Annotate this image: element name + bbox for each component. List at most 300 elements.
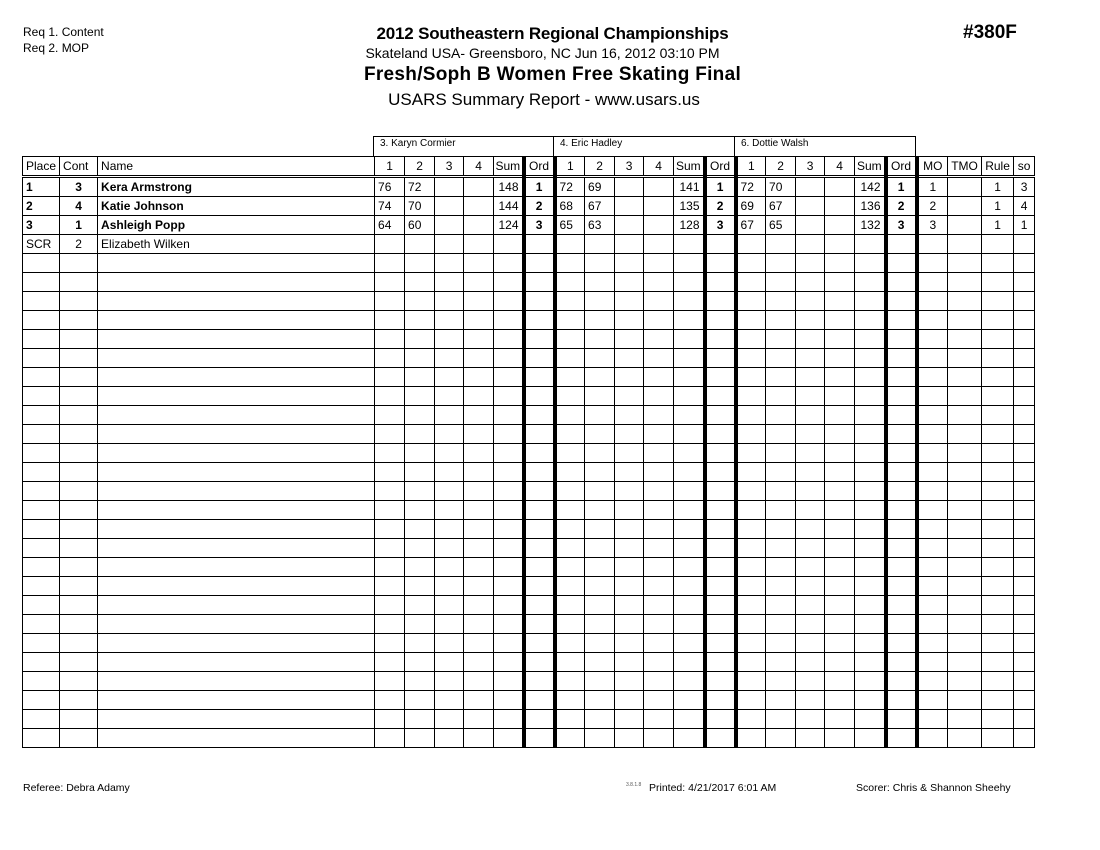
empty-cell [524, 501, 555, 520]
empty-cell [464, 653, 494, 672]
empty-cell [766, 653, 796, 672]
sum-cell: 148 [494, 177, 524, 197]
empty-cell [375, 254, 405, 273]
empty-cell [825, 482, 855, 501]
ord-cell: 2 [886, 197, 917, 216]
sum-cell [855, 235, 886, 254]
empty-cell [825, 691, 855, 710]
empty-cell [644, 653, 674, 672]
empty-cell [705, 425, 736, 444]
empty-cell [375, 596, 405, 615]
empty-table-row [23, 463, 1035, 482]
empty-cell [674, 653, 705, 672]
empty-cell [982, 501, 1014, 520]
empty-cell [674, 368, 705, 387]
empty-cell [766, 463, 796, 482]
empty-cell [825, 539, 855, 558]
mo-cell: 1 [917, 177, 948, 197]
table-row [23, 197, 1035, 216]
ord-cell: 1 [524, 177, 555, 197]
empty-cell [1014, 539, 1035, 558]
empty-cell [736, 387, 766, 406]
empty-cell [524, 425, 555, 444]
empty-cell [98, 520, 375, 539]
empty-cell [1014, 596, 1035, 615]
empty-cell [705, 558, 736, 577]
place-cell: 2 [23, 197, 60, 216]
empty-cell [435, 729, 464, 748]
sum-cell [494, 235, 524, 254]
empty-table-row [23, 634, 1035, 653]
ord-cell [705, 235, 736, 254]
empty-cell [494, 653, 524, 672]
empty-cell [98, 482, 375, 501]
mo-cell [917, 235, 948, 254]
empty-cell [825, 387, 855, 406]
empty-cell [1014, 672, 1035, 691]
empty-cell [405, 558, 435, 577]
empty-cell [23, 710, 60, 729]
empty-cell [766, 729, 796, 748]
empty-cell [766, 425, 796, 444]
empty-cell [615, 672, 644, 691]
empty-cell [825, 292, 855, 311]
score-4-cell [464, 235, 494, 254]
empty-cell [555, 463, 585, 482]
empty-cell [917, 425, 948, 444]
empty-cell [464, 254, 494, 273]
empty-cell [674, 482, 705, 501]
empty-cell [982, 596, 1014, 615]
empty-cell [855, 463, 886, 482]
empty-cell [644, 482, 674, 501]
empty-cell [494, 349, 524, 368]
empty-cell [644, 349, 674, 368]
col-j1-4: 4 [464, 157, 494, 177]
col-name: Name [98, 157, 375, 177]
empty-cell [674, 691, 705, 710]
empty-cell [825, 254, 855, 273]
empty-cell [796, 653, 825, 672]
empty-cell [585, 463, 615, 482]
empty-cell [948, 368, 982, 387]
empty-cell [674, 558, 705, 577]
empty-cell [464, 615, 494, 634]
score-1-cell [736, 235, 766, 254]
empty-table-row [23, 691, 1035, 710]
empty-cell [705, 539, 736, 558]
empty-cell [948, 501, 982, 520]
empty-cell [705, 729, 736, 748]
col-j2-sum: Sum [674, 157, 705, 177]
empty-cell [1014, 558, 1035, 577]
empty-cell [60, 425, 98, 444]
empty-cell [674, 729, 705, 748]
score-3-cell [615, 216, 644, 235]
empty-cell [886, 615, 917, 634]
empty-cell [375, 501, 405, 520]
empty-cell [1014, 254, 1035, 273]
empty-cell [464, 596, 494, 615]
venue-date: Skateland USA- Greensboro, NC Jun 16, 2012 03:10 PM [365, 45, 720, 61]
score-1-cell: 69 [736, 197, 766, 216]
empty-cell [375, 330, 405, 349]
empty-cell [736, 254, 766, 273]
empty-cell [615, 387, 644, 406]
empty-cell [886, 349, 917, 368]
column-header-row [23, 157, 1035, 177]
score-4-cell [464, 216, 494, 235]
empty-cell [23, 368, 60, 387]
empty-cell [555, 501, 585, 520]
empty-cell [1014, 729, 1035, 748]
empty-table-row [23, 482, 1035, 501]
report-title: USARS Summary Report - www.usars.us [388, 90, 700, 109]
score-1-cell: 74 [375, 197, 405, 216]
empty-cell [98, 273, 375, 292]
empty-cell [855, 710, 886, 729]
empty-cell [736, 691, 766, 710]
so-cell: 3 [1014, 177, 1035, 197]
empty-table-row [23, 311, 1035, 330]
empty-cell [796, 691, 825, 710]
empty-cell [674, 406, 705, 425]
empty-cell [405, 311, 435, 330]
empty-cell [705, 311, 736, 330]
empty-cell [886, 311, 917, 330]
empty-cell [23, 273, 60, 292]
empty-cell [405, 577, 435, 596]
empty-cell [766, 615, 796, 634]
empty-cell [464, 691, 494, 710]
empty-cell [435, 710, 464, 729]
empty-cell [644, 577, 674, 596]
empty-cell [766, 634, 796, 653]
ord-cell: 2 [705, 197, 736, 216]
empty-cell [917, 273, 948, 292]
empty-cell [435, 406, 464, 425]
empty-cell [60, 691, 98, 710]
ord-cell: 1 [886, 177, 917, 197]
empty-cell [23, 311, 60, 330]
event-title: Fresh/Soph B Women Free Skating Final [363, 64, 742, 85]
empty-cell [1014, 577, 1035, 596]
empty-cell [796, 368, 825, 387]
empty-cell [585, 349, 615, 368]
empty-cell [982, 292, 1014, 311]
col-mo: MO [917, 157, 948, 177]
empty-cell [948, 596, 982, 615]
ord-cell: 3 [886, 216, 917, 235]
empty-cell [825, 444, 855, 463]
empty-cell [98, 653, 375, 672]
empty-cell [644, 596, 674, 615]
empty-cell [464, 482, 494, 501]
empty-cell [494, 292, 524, 311]
empty-cell [674, 501, 705, 520]
empty-cell [644, 311, 674, 330]
empty-cell [435, 425, 464, 444]
empty-cell [674, 520, 705, 539]
mo-cell: 2 [917, 197, 948, 216]
score-2-cell: 69 [585, 177, 615, 197]
empty-cell [60, 710, 98, 729]
empty-cell [60, 254, 98, 273]
empty-cell [674, 349, 705, 368]
empty-cell [60, 368, 98, 387]
empty-cell [825, 520, 855, 539]
empty-cell [494, 501, 524, 520]
empty-cell [796, 292, 825, 311]
empty-cell [524, 444, 555, 463]
empty-cell [435, 368, 464, 387]
empty-cell [796, 634, 825, 653]
empty-cell [855, 501, 886, 520]
empty-cell [60, 520, 98, 539]
empty-cell [736, 292, 766, 311]
score-3-cell [615, 177, 644, 197]
empty-cell [524, 691, 555, 710]
empty-cell [615, 425, 644, 444]
empty-cell [585, 501, 615, 520]
empty-cell [98, 387, 375, 406]
empty-cell [736, 368, 766, 387]
empty-cell [705, 273, 736, 292]
empty-cell [982, 368, 1014, 387]
empty-cell [464, 444, 494, 463]
empty-cell [796, 387, 825, 406]
empty-cell [982, 425, 1014, 444]
empty-cell [585, 539, 615, 558]
empty-cell [585, 577, 615, 596]
empty-cell [435, 634, 464, 653]
empty-table-row [23, 349, 1035, 368]
empty-table-row [23, 672, 1035, 691]
empty-cell [766, 596, 796, 615]
empty-cell [1014, 349, 1035, 368]
empty-cell [917, 501, 948, 520]
empty-cell [705, 463, 736, 482]
empty-cell [917, 539, 948, 558]
empty-cell [555, 482, 585, 501]
empty-cell [375, 729, 405, 748]
empty-cell [705, 387, 736, 406]
score-3-cell [435, 177, 464, 197]
empty-cell [948, 330, 982, 349]
cont-cell: 4 [60, 197, 98, 216]
empty-table-row [23, 444, 1035, 463]
empty-cell [766, 330, 796, 349]
empty-cell [855, 653, 886, 672]
empty-cell [917, 292, 948, 311]
empty-cell [435, 596, 464, 615]
empty-cell [98, 368, 375, 387]
score-3-cell [796, 177, 825, 197]
empty-cell [855, 368, 886, 387]
empty-cell [674, 273, 705, 292]
score-2-cell: 67 [766, 197, 796, 216]
empty-cell [555, 729, 585, 748]
judge-header-3: 6. Dottie Walsh [734, 136, 916, 156]
empty-cell [615, 273, 644, 292]
printed-date: Printed: 4/21/2017 6:01 AM [649, 782, 777, 794]
empty-cell [766, 577, 796, 596]
empty-cell [375, 311, 405, 330]
empty-cell [766, 444, 796, 463]
empty-cell [555, 254, 585, 273]
score-2-cell: 63 [585, 216, 615, 235]
empty-cell [766, 691, 796, 710]
empty-cell [524, 368, 555, 387]
version: 3.8.1.8 [626, 782, 642, 788]
empty-cell [674, 387, 705, 406]
empty-table-row [23, 710, 1035, 729]
empty-cell [375, 558, 405, 577]
empty-cell [855, 596, 886, 615]
empty-cell [494, 539, 524, 558]
empty-cell [98, 539, 375, 558]
empty-cell [736, 330, 766, 349]
empty-cell [644, 710, 674, 729]
empty-cell [615, 577, 644, 596]
score-2-cell: 70 [405, 197, 435, 216]
empty-cell [524, 577, 555, 596]
empty-cell [917, 558, 948, 577]
empty-cell [1014, 634, 1035, 653]
empty-cell [375, 349, 405, 368]
sum-cell: 124 [494, 216, 524, 235]
empty-cell [948, 387, 982, 406]
empty-cell [705, 653, 736, 672]
empty-cell [705, 520, 736, 539]
empty-cell [464, 729, 494, 748]
empty-cell [948, 425, 982, 444]
empty-table-row [23, 387, 1035, 406]
empty-cell [555, 710, 585, 729]
col-j1-sum: Sum [494, 157, 524, 177]
empty-cell [524, 596, 555, 615]
empty-cell [555, 368, 585, 387]
empty-cell [796, 710, 825, 729]
empty-cell [644, 729, 674, 748]
col-j2-4: 4 [644, 157, 674, 177]
empty-cell [705, 482, 736, 501]
empty-cell [464, 349, 494, 368]
empty-cell [23, 501, 60, 520]
empty-cell [796, 349, 825, 368]
empty-cell [23, 330, 60, 349]
empty-cell [98, 463, 375, 482]
empty-cell [796, 406, 825, 425]
empty-cell [494, 577, 524, 596]
empty-cell [524, 672, 555, 691]
empty-cell [736, 615, 766, 634]
empty-cell [405, 463, 435, 482]
empty-cell [917, 615, 948, 634]
empty-cell [917, 596, 948, 615]
empty-cell [705, 615, 736, 634]
rule-cell: 1 [982, 216, 1014, 235]
empty-cell [464, 292, 494, 311]
score-3-cell [435, 216, 464, 235]
empty-cell [435, 482, 464, 501]
empty-cell [555, 330, 585, 349]
empty-cell [796, 273, 825, 292]
empty-cell [855, 615, 886, 634]
empty-cell [855, 387, 886, 406]
empty-cell [435, 691, 464, 710]
empty-cell [555, 444, 585, 463]
empty-cell [705, 330, 736, 349]
empty-cell [948, 558, 982, 577]
empty-cell [524, 710, 555, 729]
empty-cell [555, 634, 585, 653]
empty-cell [405, 596, 435, 615]
score-4-cell [644, 216, 674, 235]
empty-cell [825, 729, 855, 748]
empty-cell [524, 273, 555, 292]
empty-cell [23, 729, 60, 748]
empty-cell [435, 539, 464, 558]
empty-cell [435, 501, 464, 520]
empty-cell [825, 577, 855, 596]
scorer: Scorer: Chris & Shannon Sheehy [856, 782, 1011, 794]
empty-cell [855, 577, 886, 596]
empty-cell [886, 520, 917, 539]
empty-cell [585, 387, 615, 406]
empty-cell [917, 330, 948, 349]
score-3-cell [435, 235, 464, 254]
empty-cell [585, 691, 615, 710]
name-cell: Elizabeth Wilken [98, 235, 375, 254]
score-1-cell: 76 [375, 177, 405, 197]
empty-cell [524, 254, 555, 273]
empty-cell [585, 482, 615, 501]
empty-cell [766, 292, 796, 311]
empty-cell [886, 634, 917, 653]
empty-cell [644, 672, 674, 691]
empty-cell [917, 729, 948, 748]
empty-cell [886, 406, 917, 425]
table-row [23, 177, 1035, 197]
empty-cell [917, 254, 948, 273]
empty-cell [948, 634, 982, 653]
empty-cell [825, 311, 855, 330]
empty-cell [736, 501, 766, 520]
empty-cell [405, 710, 435, 729]
empty-cell [98, 406, 375, 425]
empty-cell [674, 539, 705, 558]
sum-cell: 128 [674, 216, 705, 235]
requirement-1: Req 1. Content [23, 25, 104, 39]
empty-cell [585, 330, 615, 349]
empty-cell [736, 710, 766, 729]
empty-cell [1014, 292, 1035, 311]
empty-cell [585, 558, 615, 577]
empty-cell [405, 672, 435, 691]
score-1-cell: 72 [555, 177, 585, 197]
ord-cell [524, 235, 555, 254]
empty-cell [375, 539, 405, 558]
empty-cell [405, 368, 435, 387]
empty-cell [796, 520, 825, 539]
empty-cell [464, 311, 494, 330]
empty-cell [615, 406, 644, 425]
empty-cell [917, 710, 948, 729]
empty-cell [375, 482, 405, 501]
empty-cell [585, 615, 615, 634]
empty-cell [555, 406, 585, 425]
